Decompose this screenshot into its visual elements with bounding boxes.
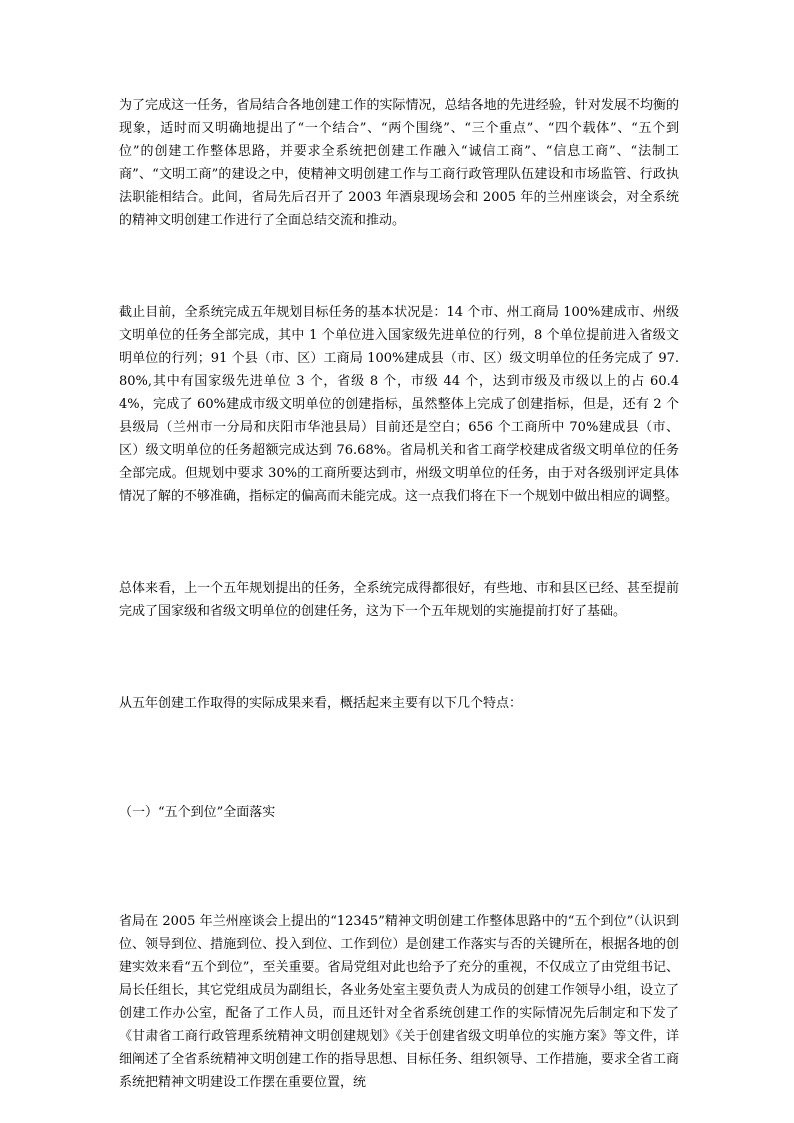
paragraph-spacer (119, 824, 679, 910)
paragraph-intro: 为了完成这一任务，省局结合各地创建工作的实际情况，总结各地的先进经验，针对发展不均衡的现象，适时而又明确地提出了“一个结合”、“两个围绕”、“三个重点”、“四个载体”、“五个到位”的创建工作整体思路，并要求全系统把创建工作融入“诚信工商”、“信息工商”、“法制工商”、“文明工商”的建设之中，使精神文明创建工作与工商行政管理队伍建设和市场监管、行政执法职能相结合。此间，省局先后召开了 2003 年酒泉现场会和 2005 年的兰州座谈会，对全系统的精神文明创建工作进行了全面总结交流和推动。 (119, 98, 679, 228)
paragraph-spacer (119, 508, 679, 577)
paragraph-features-intro: 从五年创建工作取得的实际成果来看，概括起来主要有以下几个特点： (119, 696, 523, 711)
paragraph-status: 截止目前，全系统完成五年规划目标任务的基本状况是：14 个市、州工商局 100%建成市、州级文明单位的任务全部完成，其中 1 个单位进入国家级先进单位的行列，8 个单位提前进入省级文明单位的行列；91 个县（市、区）工商局 100%建成县（市、区）级文明单位的任务完成了 97.80%,其中有国家级先进单位 3 个，省级 8 个，市级 44 个，达到市级及市级以上的占 60.44%，完成了 60%建成市级文明单位的创建指标，虽然整体上完成了创建指标，但是，还有 2 个县级局（兰州市一分局和庆阳市华池县局）目前还是空白；656 个工商所中 70%建成县（市、区）级文明单位的任务超额完成达到 76.68%。省局机关和省工商学校建成省级文明单位的任务全部完成。但规划中要求 30%的工商所要达到市，州级文明单位的任务，由于对各级别评定具体情况了解的不够准确，指标定的偏高而未能完成。这一点我们将在下一个规划中做出相应的调整。 (119, 305, 679, 504)
section-heading: （一）“五个到位”全面落实 (119, 805, 276, 820)
paragraph-five-in-place: 省局在 2005 年兰州座谈会上提出的“12345”精神文明创建工作整体思路中的“五个到位”（认识到位、领导到位、措施到位、投入到位、工作到位）是创建工作落实与否的关键所在，根据各地的创建实效来看“五个到位”，至关重要。省局党组对此也给予了充分的重视，不仅成立了由党组书记、局长任组长，其它党组成员为副组长，各业务处室主要负责人为成员的创建工作领导小组，设立了创建工作办公室，配备了工作人员，而且还针对全省系统创建工作的实际情况先后制定和下发了《甘肃省工商行政管理系统精神文明创建规划》《关于创建省级文明单位的实施方案》等文件，详细阐述了全省系统精神文明创建工作的指导思想、目标任务、组织领导、工作措施，要求全省工商系统把精神文明建设工作摆在重要位置，统 (119, 914, 679, 1090)
paragraph-spacer (119, 623, 679, 692)
paragraph-spacer (119, 232, 679, 301)
document-page (119, 94, 679, 1094)
paragraph-summary: 总体来看，上一个五年规划提出的任务，全系统完成得都很好，有些地、市和县区已经、甚至提前完成了国家级和省级文明单位的创建任务，这为下一个五年规划的实施提前打好了基础。 (119, 581, 679, 619)
paragraph-spacer (119, 715, 679, 801)
